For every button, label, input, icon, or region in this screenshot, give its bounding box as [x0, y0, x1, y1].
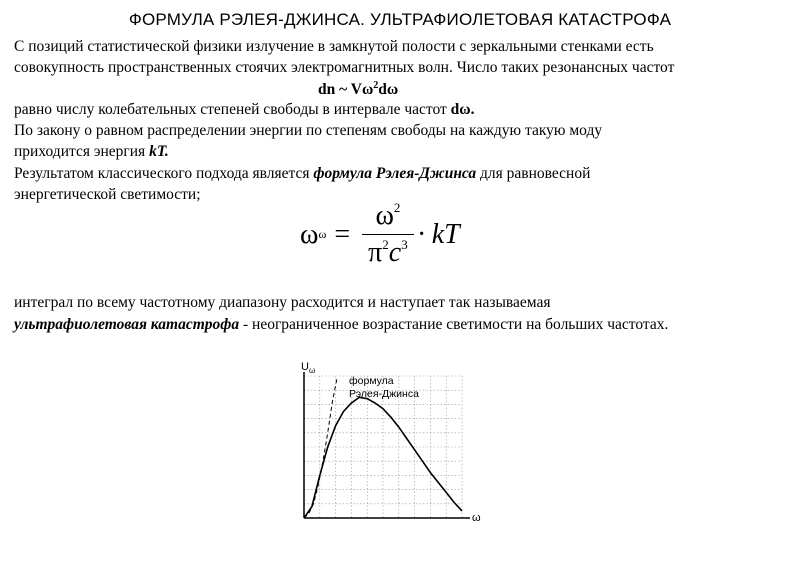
text-line-3-bold: dω. [450, 101, 475, 118]
text-line-9-emph: ультрафиолетовая катастрофа [14, 316, 240, 333]
text-line-6-tail: для равновесной [476, 165, 591, 182]
text-line-7: энергетической светимости; [14, 186, 201, 203]
formula-tail: · kT [417, 218, 460, 250]
dn-formula-right: dω [378, 81, 399, 99]
page-title: ФОРМУЛА РЭЛЕЯ-ДЖИНСА. УЛЬТРАФИОЛЕТОВАЯ КАТАСТРОФА [128, 10, 672, 29]
formula-den-c-sup: 3 [401, 237, 408, 252]
legend-line-1: формула [349, 375, 394, 387]
text-line-8: интеграл по всему частотному диапазону расходится и наступает так называемая [14, 294, 551, 311]
formula-num: ω [375, 200, 394, 231]
text-line-6-emph: формула Рэлея-Джинса [313, 165, 477, 182]
formula-equals: = [334, 218, 351, 250]
y-axis-label: $U_\omega$ [301, 361, 316, 375]
dn-formula-left: dn ~ Vω [318, 81, 374, 99]
legend-line-2: Рэлея-Джинса [349, 388, 419, 400]
text-line-1: С позиций статистической физики излучение в замкнутой полости с зеркальными стенками есть [14, 38, 654, 55]
formula-lhs-sub: ω [318, 227, 327, 241]
text-line-5-bold: kT. [149, 143, 169, 160]
text-line-3-main: равно числу колебательных степеней свободы в интервале частот [14, 101, 451, 118]
formula-den-c: c [388, 237, 402, 268]
text-line-4: По закону о равном распределении энергии по степеням свободы на каждую такую моду [14, 122, 603, 139]
text-line-9-tail: - неограниченное возрастание светимости на больших частотах. [239, 316, 669, 333]
rayleigh-jeans-line [304, 377, 337, 518]
formula-den-pi-sup: 2 [382, 237, 389, 252]
text-line-5-main: приходится энергия [14, 143, 150, 160]
formula-num-sup: 2 [393, 200, 401, 215]
formula-lhs: ω [300, 218, 319, 250]
x-axis-label: ω [472, 512, 481, 524]
text-line-2: совокупность пространственных стоячих электромагнитных волн. Число таких резонансных частот [14, 59, 675, 76]
dn-formula-exp: 2 [373, 80, 379, 91]
formula-den-pi: π [368, 237, 383, 268]
text-line-6-main: Результатом классического подхода является [14, 165, 314, 182]
